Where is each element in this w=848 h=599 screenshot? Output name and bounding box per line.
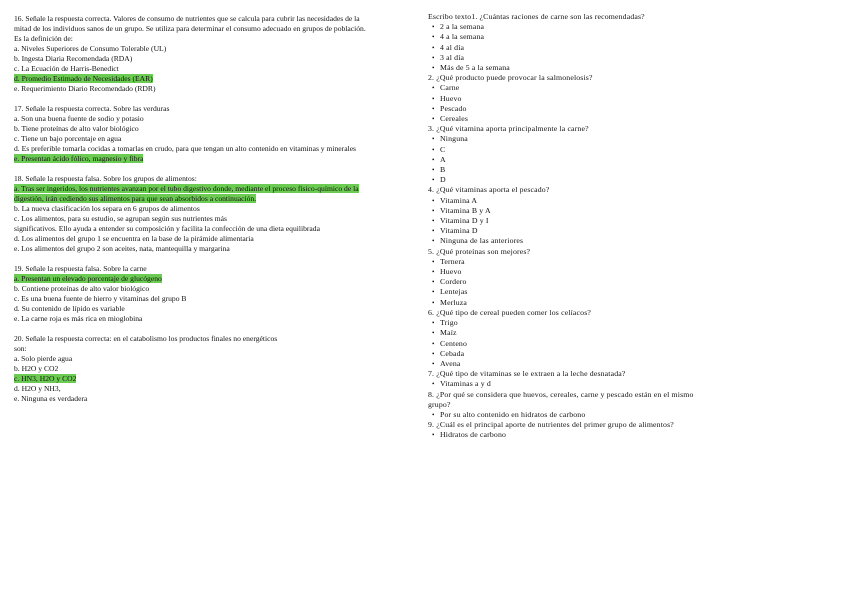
answer-option [14, 194, 394, 204]
line-text: Cereales [440, 114, 469, 124]
line-text: significativos. Ello ayuda a entender su composición y facilita la confección de una dieta equilibrada [14, 224, 320, 233]
question-block [14, 14, 394, 94]
answer-option [14, 54, 394, 64]
answer-option [14, 134, 394, 144]
bullet-answer [428, 104, 758, 114]
answer-option [14, 294, 394, 304]
line-text: B [440, 165, 446, 175]
line-text: b. La nueva clasificación los separa en 6 grupos de alimentos [14, 204, 200, 213]
line-text: c. La Ecuación de Harris-Benedict [14, 64, 119, 73]
answer-option [14, 284, 394, 294]
line-text: Ninguna de las anteriores [440, 236, 524, 246]
line-text: Merluza [440, 297, 468, 307]
line-text: Centeno [440, 338, 468, 348]
line-text: Pescado [440, 103, 467, 113]
line-text: c. Es una buena fuente de hierro y vitaminas del grupo B [14, 294, 187, 303]
line-text: D [440, 175, 446, 185]
line-text: Huevo [440, 93, 462, 103]
line-text: Carne [440, 83, 460, 93]
bullet-answer [428, 318, 758, 328]
line-text: son: [14, 344, 27, 353]
bullet-answer [428, 339, 758, 349]
line-text: 8. ¿Por qué se considera que huevos, cereales, carne y pescado están en el mismo [428, 389, 694, 399]
answer-option [14, 114, 394, 124]
line-text: b. Contiene proteínas de alto valor biológico [14, 284, 150, 293]
question-line [428, 390, 758, 400]
line-text: 3 al día [440, 52, 465, 62]
highlighted-answer: c. HN3, H2O y CO2 [14, 374, 77, 383]
line-text: d. Es preferible tomarla cocidas a tomarlas en crudo, para que tengan un alto contenido en vitaminas y minerales [14, 144, 357, 153]
line-text: Vitamina A [440, 195, 478, 205]
question-line [428, 185, 758, 195]
bullet-answer [428, 134, 758, 144]
question-line [428, 420, 758, 430]
answer-option [14, 364, 394, 374]
answer-option [14, 244, 394, 254]
question-line [428, 12, 758, 22]
line-text: Avena [440, 358, 461, 368]
line-text: 4 al día [440, 42, 465, 52]
line-text: 5. ¿Qué proteínas son mejores? [428, 246, 531, 256]
answer-option [14, 24, 394, 34]
bullet-answer [428, 94, 758, 104]
highlighted-answer: a. Presentan un elevado porcentaje de glucógeno [14, 274, 162, 283]
question-line [428, 247, 758, 257]
bullet-answer [428, 236, 758, 246]
line-text: Lentejas [440, 287, 468, 297]
line-text: Maíz [440, 328, 457, 338]
answer-option [14, 74, 394, 84]
question-text [14, 264, 394, 274]
line-text: Trigo [440, 318, 458, 328]
question-line [428, 73, 758, 83]
bullet-answer [428, 114, 758, 124]
question-text [14, 14, 394, 24]
line-text: 2. ¿Qué producto puede provocar la salmonelosis? [428, 73, 593, 83]
answer-option [14, 304, 394, 314]
answer-option [14, 154, 394, 164]
question-text [14, 174, 394, 184]
line-text: Ninguna [440, 134, 468, 144]
answer-option [14, 354, 394, 364]
answer-option [14, 204, 394, 214]
bullet-answer [428, 22, 758, 32]
answer-option [14, 234, 394, 244]
line-text: Vitaminas a y d [440, 379, 491, 389]
question-line [428, 308, 758, 318]
highlighted-answer: e. Presentan ácido fólico, magnesio y fibra [14, 154, 144, 163]
bullet-answer [428, 216, 758, 226]
line-text: a. Solo pierde agua [14, 354, 73, 363]
line-text: 20. Señale la respuesta correcta: en el catabolismo los productos finales no energéticos [14, 334, 278, 343]
answer-option [14, 84, 394, 94]
line-text: 16. Señale la respuesta correcta. Valores de consumo de nutrientes que se calcula para cubrir las necesidades de la [14, 14, 360, 23]
line-text: 6. ¿Qué tipo de cereal pueden comer los celíacos? [428, 307, 591, 317]
line-text: 4. ¿Qué vitaminas aporta el pescado? [428, 185, 550, 195]
line-text: e. Ninguna es verdadera [14, 394, 88, 403]
line-text: e. La carne roja es más rica en mioglobina [14, 314, 143, 323]
answer-option [14, 274, 394, 284]
line-text: 3. ¿Qué vitamina aporta principalmente la carne? [428, 124, 589, 134]
bullet-answer [428, 287, 758, 297]
bullet-answer [428, 298, 758, 308]
line-text: Hidratos de carbono [440, 430, 507, 440]
question-text [14, 104, 394, 114]
highlighted-answer: digestión, irán cediendo sus alimentos para que sean absorbidos a continuación. [14, 194, 257, 203]
bullet-answer [428, 277, 758, 287]
line-text: A [440, 154, 446, 164]
line-text: d. H2O y NH3, [14, 384, 61, 393]
answer-option [14, 224, 394, 234]
line-text: b. Tiene proteínas de alto valor biológico [14, 124, 139, 133]
line-text: b. H2O y CO2 [14, 364, 59, 373]
answer-option [14, 374, 394, 384]
bullet-answer [428, 83, 758, 93]
bullet-answer [428, 410, 758, 420]
highlighted-answer: a. Tras ser ingeridos, los nutrientes avanzan por el tubo digestivo donde, mediante el proceso físico-químico de la [14, 184, 359, 193]
line-text: Ternera [440, 256, 465, 266]
line-text: 17. Señale la respuesta correcta. Sobre las verduras [14, 104, 170, 113]
question-line [428, 124, 758, 134]
bullet-answer [428, 359, 758, 369]
question-block [14, 264, 394, 324]
bullet-answer [428, 32, 758, 42]
line-text: d. Su contenido de lípido es variable [14, 304, 125, 313]
bullet-answer [428, 155, 758, 165]
bullet-answer [428, 267, 758, 277]
answer-option [14, 214, 394, 224]
line-text: 9. ¿Cuál es el principal aporte de nutrientes del primer grupo de alimentos? [428, 420, 674, 430]
answer-option [14, 384, 394, 394]
bullet-answer [428, 165, 758, 175]
bullet-answer [428, 175, 758, 185]
line-text: Vitamina D y I [440, 216, 489, 226]
line-text: Es la definición de: [14, 34, 73, 43]
line-text: c. Los alimentos, para su estudio, se agrupan según sus nutrientes más [14, 214, 228, 223]
line-text: Cordero [440, 277, 467, 287]
answer-option [14, 44, 394, 54]
question-block [14, 334, 394, 404]
bullet-answer [428, 349, 758, 359]
left-column-quiz [14, 14, 394, 414]
line-text: 2 a la semana [440, 22, 485, 32]
line-text: Vitamina D [440, 226, 478, 236]
question-text [14, 334, 394, 344]
answer-option [14, 144, 394, 154]
answer-option [14, 34, 394, 44]
bullet-answer [428, 63, 758, 73]
question-line [428, 369, 758, 379]
line-text: Escribo texto1. ¿Cuántas raciones de carne son las recomendadas? [428, 12, 645, 21]
answer-option [14, 394, 394, 404]
line-text: d. Los alimentos del grupo 1 se encuentra en la base de la pirámide alimentaria [14, 234, 254, 243]
line-text: mitad de los individuos sanos de un grupo. Se utiliza para determinar el consumo adecuado en grupos de población. [14, 24, 366, 33]
question-line [428, 400, 758, 410]
line-text: grupo? [428, 399, 451, 409]
line-text: 4 a la semana [440, 32, 485, 42]
bullet-answer [428, 145, 758, 155]
line-text: Huevo [440, 267, 462, 277]
line-text: e. Requerimiento Diario Recomendado (RDR) [14, 84, 156, 93]
answer-option [14, 184, 394, 194]
answer-option [14, 64, 394, 74]
answer-option [14, 124, 394, 134]
bullet-answer [428, 379, 758, 389]
line-text: 7. ¿Qué tipo de vitaminas se le extraen a la leche desnatada? [428, 369, 626, 379]
bullet-answer [428, 196, 758, 206]
question-block [14, 174, 394, 254]
line-text: b. Ingesta Diaria Recomendada (RDA) [14, 54, 133, 63]
bullet-answer [428, 43, 758, 53]
bullet-answer [428, 257, 758, 267]
bullet-answer [428, 430, 758, 440]
line-text: e. Los alimentos del grupo 2 son aceites, nata, mantequilla y margarina [14, 244, 230, 253]
line-text: c. Tiene un bajo porcentaje en agua [14, 134, 122, 143]
highlighted-answer: d. Promedio Estimado de Necesidades (EAR) [14, 74, 153, 83]
line-text: Más de 5 a la semana [440, 63, 510, 73]
line-text: 18. Señale la respuesta falsa. Sobre los grupos de alimentos: [14, 174, 197, 183]
bullet-answer [428, 206, 758, 216]
line-text: a. Son una buena fuente de sodio y potasio [14, 114, 144, 123]
bullet-answer [428, 328, 758, 338]
line-text: 19. Señale la respuesta falsa. Sobre la carne [14, 264, 147, 273]
answer-option [14, 314, 394, 324]
right-column-questions [428, 12, 758, 441]
line-text: Por su alto contenido en hidratos de carbono [440, 409, 586, 419]
line-text: Cebada [440, 348, 465, 358]
line-text: a. Niveles Superiores de Consumo Tolerable (UL) [14, 44, 167, 53]
line-text: C [440, 144, 446, 154]
bullet-answer [428, 226, 758, 236]
question-block [14, 104, 394, 164]
bullet-answer [428, 53, 758, 63]
line-text: Vitamina B y A [440, 205, 491, 215]
answer-option [14, 344, 394, 354]
